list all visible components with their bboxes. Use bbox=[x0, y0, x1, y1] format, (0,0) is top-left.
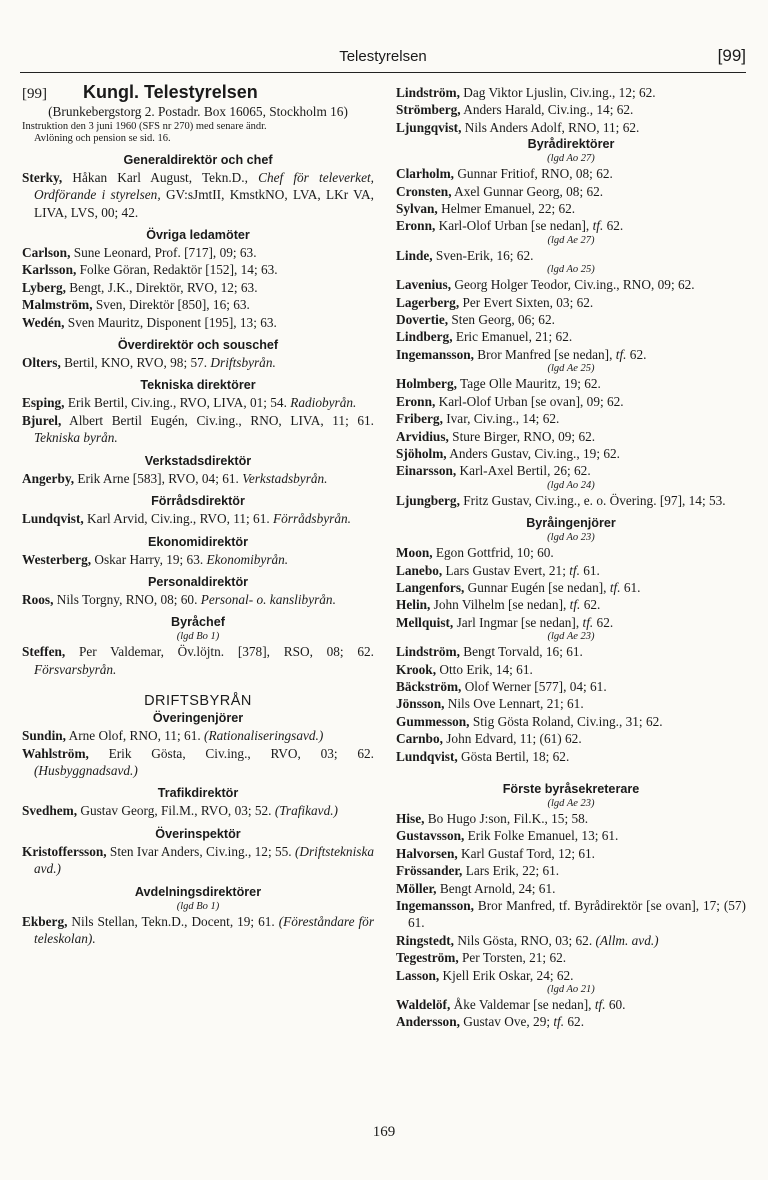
personnel-entry bbox=[396, 276, 746, 293]
section-heading: Överingenjörer bbox=[152, 711, 244, 726]
agency-title bbox=[22, 84, 374, 103]
person-department: (Trafikavd.) bbox=[274, 803, 338, 819]
personnel-entry bbox=[396, 596, 746, 613]
salary-grade: (lgd Ao 21) bbox=[547, 984, 595, 996]
person-details: Åke Valdemar [se nedan], bbox=[450, 997, 595, 1013]
salary-grade: (lgd Ao 25) bbox=[547, 264, 595, 276]
person-surname: Lagerberg, bbox=[396, 294, 460, 310]
person-department: Ekonomibyrån. bbox=[206, 551, 289, 567]
salary-grade: (lgd Ae 27) bbox=[547, 234, 595, 246]
person-surname: Arvidius, bbox=[396, 428, 449, 444]
person-surname: Roos, bbox=[22, 591, 54, 607]
person-surname: Mellquist, bbox=[396, 614, 454, 630]
person-surname: Gustavsson, bbox=[396, 828, 465, 844]
section-heading: Trafikdirektör bbox=[157, 786, 239, 801]
personnel-entry bbox=[22, 244, 374, 261]
personnel-entry bbox=[396, 393, 746, 410]
person-surname: Esping, bbox=[22, 395, 65, 411]
section-heading: Övriga ledamöter bbox=[146, 228, 250, 243]
header-rule bbox=[20, 72, 746, 73]
person-surname: Sjöholm, bbox=[396, 445, 447, 461]
person-surname: Lindström, bbox=[396, 85, 460, 100]
section-heading: Tekniska direktörer bbox=[140, 378, 256, 393]
person-details: Håkan Karl August, Tekn.D., bbox=[62, 169, 259, 185]
person-details: Kjell Erik Oskar, 24; 62. bbox=[439, 967, 574, 983]
salary-grade: (lgd Bo 1) bbox=[176, 631, 220, 643]
running-header bbox=[20, 46, 746, 70]
person-surname: Malmström, bbox=[22, 297, 93, 313]
person-department: Radiobyrån. bbox=[290, 395, 357, 411]
person-department: Verkstadsbyrån. bbox=[242, 470, 328, 486]
section-heading: Förste byråsekreterare bbox=[502, 782, 640, 796]
personnel-entry bbox=[22, 551, 374, 568]
person-surname: Svedhem, bbox=[22, 803, 78, 819]
person-details: Erik Bertil, Civ.ing., RVO, LIVA, 01; 54. bbox=[64, 395, 291, 411]
person-details: Gustav Georg, Fil.M., RVO, 03; 52. bbox=[77, 803, 275, 819]
person-details: Bertil, KNO, RVO, 98; 57. bbox=[60, 355, 211, 371]
person-details: Erik Folke Emanuel, 13; 61. bbox=[464, 828, 619, 844]
person-details-tail: 60. bbox=[605, 997, 626, 1013]
personnel-entry bbox=[396, 1013, 746, 1030]
person-details: Sven, Direktör [850], 16; 63. bbox=[92, 297, 250, 313]
person-surname: Linde, bbox=[396, 247, 433, 263]
person-surname: Holmberg, bbox=[396, 376, 457, 392]
personnel-entry bbox=[396, 678, 746, 695]
person-surname: Sylvan, bbox=[396, 201, 438, 217]
person-surname: Lundqvist, bbox=[396, 748, 458, 764]
personnel-entry bbox=[396, 862, 746, 879]
person-surname: Langenfors, bbox=[396, 579, 465, 595]
person-details: Karl-Olof Urban [se ovan], 09; 62. bbox=[435, 393, 624, 409]
right-entries bbox=[396, 84, 746, 1031]
person-details: Lars Gustav Evert, 21; bbox=[442, 562, 570, 578]
person-surname: Jönsson, bbox=[396, 696, 445, 712]
personnel-entry bbox=[396, 562, 746, 579]
person-details: Otto Erik, 14; 61. bbox=[436, 661, 533, 677]
personnel-entry bbox=[396, 328, 746, 345]
person-details: Nils Gösta, RNO, 03; 62. bbox=[454, 932, 596, 948]
personnel-entry bbox=[396, 294, 746, 311]
person-details: Bror Manfred, tf. Byrådirektör [se ovan], 17; (57) 61. bbox=[408, 898, 746, 931]
personnel-entry bbox=[22, 802, 374, 819]
person-details: Arne Olof, RNO, 11; 61. bbox=[66, 728, 205, 744]
person-surname: Angerby, bbox=[22, 470, 75, 486]
personnel-entry bbox=[22, 727, 374, 744]
person-details: Dag Viktor Ljuslin, Civ.ing., 12; 62. bbox=[459, 85, 656, 100]
personnel-entry bbox=[396, 827, 746, 844]
personnel-entry bbox=[22, 510, 374, 527]
person-details: John Edvard, 11; (61) 62. bbox=[442, 731, 582, 747]
person-department: tf. bbox=[569, 597, 581, 613]
personnel-entry bbox=[22, 169, 374, 221]
person-department: tf. bbox=[594, 997, 606, 1013]
person-surname: Helin, bbox=[396, 597, 431, 613]
person-surname: Kristoffersson, bbox=[22, 843, 107, 859]
personnel-entry bbox=[22, 591, 374, 608]
salary-grade: (lgd Ao 27) bbox=[547, 153, 595, 165]
page-number: 169 bbox=[372, 1124, 396, 1140]
person-details: Karl Arvid, Civ.ing., RVO, 11; 61. bbox=[83, 511, 274, 527]
personnel-entry bbox=[22, 296, 374, 313]
person-department: (Rationaliseringsavd.) bbox=[204, 728, 324, 744]
agency-name: Kungl. Telestyrelsen bbox=[83, 82, 258, 102]
person-details: Ivar, Civ.ing., 14; 62. bbox=[442, 411, 560, 427]
person-details: Nils Stellan, Tekn.D., Docent, 19; 61. bbox=[67, 913, 279, 929]
person-details: Erik Gösta, Civ.ing., RVO, 03; 62. bbox=[88, 745, 374, 761]
salary-note: Avlöning och pension se sid. 16. bbox=[34, 133, 171, 145]
person-department: tf. bbox=[615, 346, 627, 362]
agency-address: (Brunkebergstorg 2. Postadr. Box 16065, Stockholm 16) bbox=[48, 104, 348, 120]
person-surname: Clarholm, bbox=[396, 166, 454, 182]
person-details: Erik Arne [583], RVO, 04; 61. bbox=[74, 470, 243, 486]
person-surname: Möller, bbox=[396, 880, 437, 896]
person-details: Gustav Ove, 29; bbox=[459, 1014, 554, 1030]
person-surname: Eronn, bbox=[396, 393, 436, 409]
personnel-entry bbox=[22, 261, 374, 278]
person-details: Bengt, J.K., Direktör, RVO, 12; 63. bbox=[65, 279, 258, 295]
person-details: Bengt Torvald, 16; 61. bbox=[459, 644, 583, 660]
personnel-entry bbox=[396, 247, 746, 264]
personnel-entry bbox=[22, 643, 374, 678]
person-details: Axel Gunnar Georg, 08; 62. bbox=[451, 183, 604, 199]
personnel-entry bbox=[22, 745, 374, 780]
person-surname: Einarsson, bbox=[396, 463, 457, 479]
personnel-entry bbox=[396, 897, 746, 932]
person-department: Chef för televerket, Ordförande i styrelsen, bbox=[34, 169, 374, 203]
person-details: Nils Anders Adolf, RNO, 11; 62. bbox=[461, 119, 640, 135]
section-heading: Avdelningsdirektörer bbox=[134, 884, 262, 899]
personnel-entry bbox=[22, 279, 374, 296]
person-surname: Tegeström, bbox=[396, 950, 459, 966]
person-details: Sune Leonard, Prof. [717], 09; 63. bbox=[70, 245, 257, 261]
person-surname: Lindström, bbox=[396, 644, 460, 660]
personnel-entry bbox=[396, 579, 746, 596]
section-heading: Byrådirektörer bbox=[527, 137, 615, 152]
person-details: Per Torsten, 21; 62. bbox=[458, 950, 567, 966]
personnel-entry bbox=[396, 445, 746, 462]
person-details: Per Evert Sixten, 03; 62. bbox=[459, 294, 594, 310]
person-surname: Ringstedt, bbox=[396, 932, 454, 948]
personnel-entry bbox=[396, 101, 746, 118]
left-entries bbox=[22, 152, 374, 948]
person-department: Tekniska byrån. bbox=[34, 430, 118, 446]
section-heading: Förrådsdirektör bbox=[151, 494, 245, 509]
personnel-entry bbox=[396, 200, 746, 217]
section-heading: Personaldirektör bbox=[147, 574, 249, 589]
person-surname: Steffen, bbox=[22, 644, 66, 660]
personnel-entry bbox=[396, 695, 746, 712]
person-surname: Ekberg, bbox=[22, 913, 68, 929]
person-details-tail: 61. bbox=[579, 562, 600, 578]
person-surname: Carlson, bbox=[22, 245, 71, 261]
person-details-tail: GV:sJmtII, KmstkNO, LVA, LKr VA, LIVA, LVS, 00; 42. bbox=[34, 187, 374, 220]
personnel-entry bbox=[396, 346, 746, 363]
person-department: tf. bbox=[582, 614, 594, 630]
section-heading: Överdirektör och souschef bbox=[117, 338, 279, 353]
person-details: Nils Torgny, RNO, 08; 60. bbox=[53, 591, 201, 607]
person-details: Tage Olle Mauritz, 19; 62. bbox=[456, 376, 601, 392]
personnel-entry bbox=[396, 949, 746, 966]
person-department: (Driftstekniska avd.) bbox=[34, 843, 374, 877]
person-surname: Westerberg, bbox=[22, 551, 92, 567]
person-details: Stig Gösta Roland, Civ.ing., 31; 62. bbox=[469, 713, 663, 729]
section-heading: Överinspektör bbox=[155, 826, 241, 841]
person-department: (Föreståndare för teleskolan). bbox=[34, 913, 374, 946]
section-title: DRIFTSBYRÅN bbox=[144, 693, 252, 710]
right-column bbox=[396, 84, 746, 1031]
person-details: Eric Emanuel, 21; 62. bbox=[452, 329, 573, 345]
header-page-ref: [99] bbox=[717, 46, 746, 65]
person-department: Förrådsbyrån. bbox=[273, 511, 351, 527]
personnel-entry bbox=[396, 544, 746, 561]
person-department: Driftsbyrån. bbox=[210, 355, 276, 371]
person-surname: Bjurel, bbox=[22, 412, 62, 428]
person-details: Olof Werner [577], 04; 61. bbox=[461, 678, 607, 694]
personnel-entry bbox=[396, 492, 746, 509]
person-details: Albert Bertil Eugén, Civ.ing., RNO, LIVA, 11; 61. bbox=[61, 412, 374, 428]
personnel-entry bbox=[396, 643, 746, 660]
person-surname: Lasson, bbox=[396, 967, 440, 983]
personnel-entry bbox=[22, 843, 374, 878]
person-surname: Wahlström, bbox=[22, 745, 89, 761]
personnel-entry bbox=[396, 614, 746, 631]
person-surname: Lavenius, bbox=[396, 277, 452, 293]
person-details: Sture Birger, RNO, 09; 62. bbox=[448, 428, 596, 444]
instruction-note: Instruktion den 3 juni 1960 (SFS nr 270) med senare ändr. bbox=[22, 120, 267, 132]
person-details: Per Valdemar, Öv.löjtn. [378], RSO, 08; 62. bbox=[65, 644, 374, 660]
personnel-entry bbox=[396, 183, 746, 200]
person-details: Jarl Ingmar [se nedan], bbox=[453, 614, 583, 630]
person-details: Bo Hugo J:son, Fil.K., 15; 58. bbox=[424, 811, 589, 826]
section-heading: Verkstadsdirektör bbox=[144, 453, 252, 468]
person-details: Georg Holger Teodor, Civ.ing., RNO, 09; 62. bbox=[451, 277, 695, 293]
person-details-tail: 62. bbox=[626, 346, 647, 362]
person-details: Egon Gottfrid, 10; 60. bbox=[432, 545, 554, 561]
personnel-entry bbox=[396, 410, 746, 427]
person-department: Försvarsbyrån. bbox=[34, 661, 117, 677]
person-details: Nils Ove Lennart, 21; 61. bbox=[444, 696, 584, 712]
personnel-entry bbox=[22, 314, 374, 331]
person-department: tf. bbox=[553, 1014, 565, 1030]
person-details: Anders Gustav, Civ.ing., 19; 62. bbox=[446, 445, 620, 461]
section-heading: Byråingenjörer bbox=[526, 516, 616, 531]
salary-grade: (lgd Ae 23) bbox=[547, 798, 595, 809]
person-details: Karl-Axel Bertil, 26; 62. bbox=[456, 463, 591, 479]
person-surname: Waldelöf, bbox=[396, 997, 451, 1013]
person-details-tail: 62. bbox=[593, 614, 614, 630]
person-details: Fritz Gustav, Civ.ing., e. o. Övering. [97], 14; 53. bbox=[459, 492, 726, 508]
person-surname: Lanebo, bbox=[396, 562, 443, 578]
salary-grade: (lgd Ao 23) bbox=[547, 532, 595, 544]
personnel-entry bbox=[396, 713, 746, 730]
salary-grade: (lgd Ae 23) bbox=[547, 631, 595, 643]
person-details: Sven-Erik, 16; 62. bbox=[432, 247, 534, 263]
person-details: Oskar Harry, 19; 63. bbox=[91, 551, 207, 567]
person-surname: Sterky, bbox=[22, 169, 63, 185]
personnel-entry bbox=[396, 845, 746, 862]
person-details-tail: 62. bbox=[580, 597, 601, 613]
personnel-entry bbox=[396, 217, 746, 234]
personnel-entry bbox=[22, 412, 374, 447]
person-surname: Lindberg, bbox=[396, 329, 453, 345]
personnel-entry bbox=[396, 880, 746, 897]
person-surname: Lyberg, bbox=[22, 279, 66, 295]
salary-grade: (lgd Ao 24) bbox=[547, 479, 595, 491]
person-surname: Sundin, bbox=[22, 728, 66, 744]
person-details: Karl-Olof Urban [se nedan], bbox=[435, 218, 593, 234]
person-surname: Ingemansson, bbox=[396, 898, 474, 914]
agency-number: [99] bbox=[22, 86, 47, 102]
person-details: Bror Manfred [se nedan], bbox=[473, 346, 616, 362]
person-details: Anders Harald, Civ.ing., 14; 62. bbox=[460, 102, 634, 118]
personnel-entry bbox=[22, 394, 374, 411]
person-surname: Gummesson, bbox=[396, 713, 470, 729]
person-details: Sten Ivar Anders, Civ.ing., 12; 55. bbox=[106, 843, 295, 859]
person-details: Folke Göran, Redaktör [152], 14; 63. bbox=[76, 262, 278, 278]
person-surname: Krook, bbox=[396, 661, 437, 677]
person-surname: Ingemansson, bbox=[396, 346, 474, 362]
person-details: Helmer Emanuel, 22; 62. bbox=[437, 201, 576, 217]
person-details: Lars Erik, 22; 61. bbox=[462, 863, 560, 879]
person-surname: Moon, bbox=[396, 545, 433, 561]
person-details: Sven Mauritz, Disponent [195], 13; 63. bbox=[64, 314, 277, 330]
personnel-entry bbox=[396, 748, 746, 765]
person-details-tail: 62. bbox=[603, 218, 624, 234]
person-surname: Ljungberg, bbox=[396, 492, 460, 508]
person-department: tf. bbox=[569, 562, 580, 578]
left-column bbox=[22, 84, 374, 947]
person-details: Gunnar Eugén [se nedan], bbox=[464, 579, 610, 595]
person-surname: Strömberg, bbox=[396, 102, 461, 118]
personnel-entry bbox=[396, 428, 746, 445]
personnel-entry bbox=[396, 730, 746, 747]
person-surname: Ljungqvist, bbox=[396, 119, 462, 135]
section-heading: Byråchef bbox=[171, 615, 225, 630]
person-surname: Bäckström, bbox=[396, 678, 462, 694]
personnel-entry bbox=[396, 967, 746, 984]
personnel-entry bbox=[22, 354, 374, 371]
header-title: Telestyrelsen bbox=[339, 48, 427, 65]
person-details-tail: 61. bbox=[620, 579, 641, 595]
personnel-entry bbox=[22, 470, 374, 487]
personnel-entry bbox=[396, 661, 746, 678]
person-surname: Frössander, bbox=[396, 863, 463, 879]
personnel-entry bbox=[22, 913, 374, 948]
personnel-entry bbox=[396, 119, 746, 136]
person-surname: Wedén, bbox=[22, 314, 65, 330]
salary-grade: (lgd Bo 1) bbox=[176, 900, 220, 912]
person-surname: Karlsson, bbox=[22, 262, 77, 278]
person-surname: Dovertie, bbox=[396, 312, 449, 328]
person-details: John Vilhelm [se nedan], bbox=[430, 597, 570, 613]
personnel-entry bbox=[396, 311, 746, 328]
person-surname: Friberg, bbox=[396, 411, 443, 427]
person-surname: Olters, bbox=[22, 355, 61, 371]
personnel-entry bbox=[396, 996, 746, 1013]
personnel-entry bbox=[396, 462, 746, 479]
personnel-entry bbox=[396, 165, 746, 182]
person-details: Karl Gustaf Tord, 12; 61. bbox=[457, 845, 595, 861]
person-surname: Halvorsen, bbox=[396, 845, 458, 861]
salary-grade: (lgd Ae 25) bbox=[547, 363, 595, 375]
person-department: (Allm. avd.) bbox=[595, 932, 659, 948]
person-details: Bengt Arnold, 24; 61. bbox=[436, 880, 556, 896]
person-details: Gösta Bertil, 18; 62. bbox=[457, 748, 570, 764]
person-details-tail: 62. bbox=[564, 1014, 585, 1030]
person-department: (Husbyggnadsavd.) bbox=[34, 762, 138, 778]
person-surname: Hise, bbox=[396, 811, 425, 826]
section-heading: Ekonomidirektör bbox=[147, 534, 249, 549]
person-surname: Andersson, bbox=[396, 1014, 460, 1030]
person-department: tf. bbox=[609, 579, 621, 595]
person-surname: Carnbo, bbox=[396, 731, 443, 747]
person-surname: Cronsten, bbox=[396, 183, 452, 199]
personnel-entry bbox=[396, 375, 746, 392]
person-department: tf. bbox=[592, 218, 604, 234]
person-details: Sten Georg, 06; 62. bbox=[448, 312, 555, 328]
personnel-entry bbox=[396, 932, 746, 949]
section-heading: Generaldirektör och chef bbox=[123, 152, 273, 167]
personnel-entry bbox=[396, 810, 746, 827]
person-details: Gunnar Fritiof, RNO, 08; 62. bbox=[454, 166, 613, 182]
person-surname: Lundqvist, bbox=[22, 511, 84, 527]
personnel-entry bbox=[396, 84, 746, 101]
person-surname: Eronn, bbox=[396, 218, 436, 234]
person-department: Personal- o. kanslibyrån. bbox=[200, 591, 336, 607]
